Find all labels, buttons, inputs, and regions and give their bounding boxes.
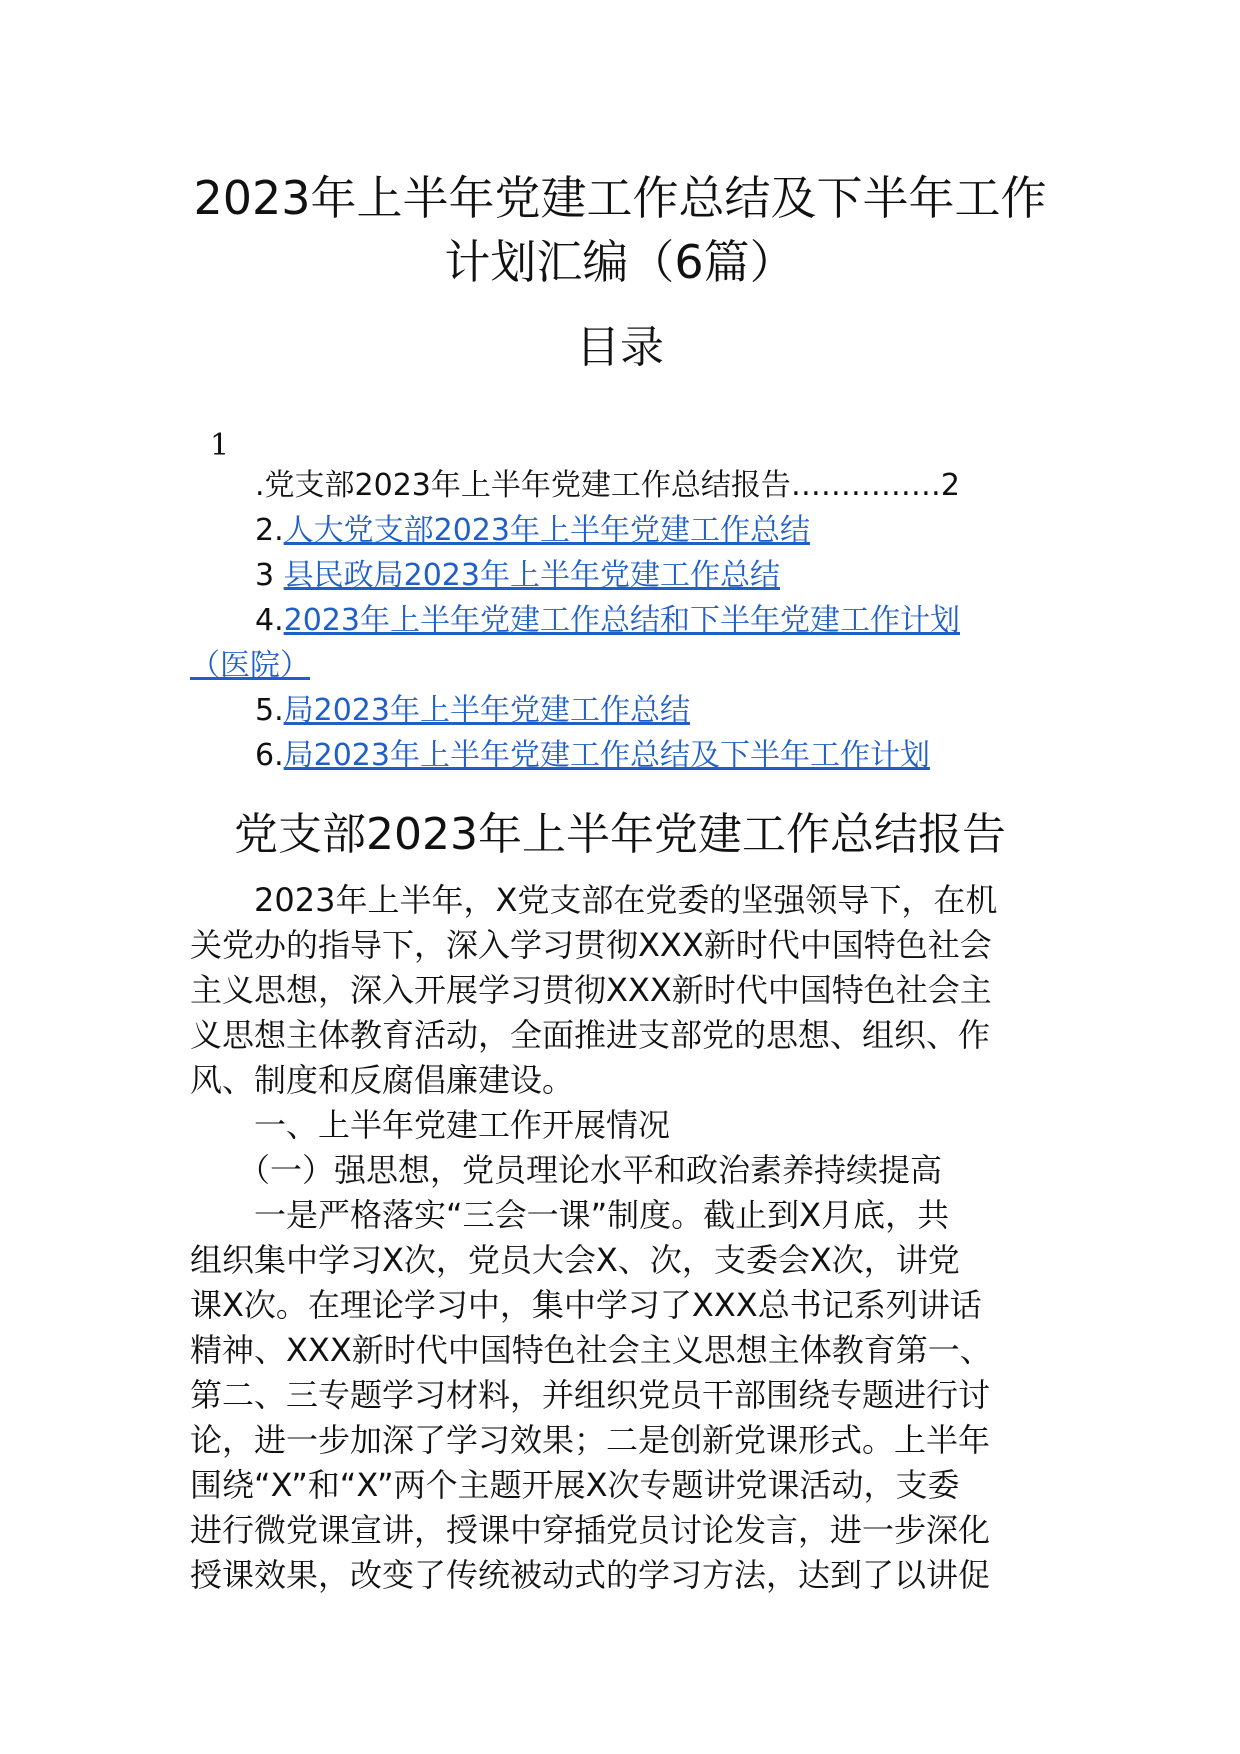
toc-item-5-link[interactable]: 局2023年上半年党建工作总结: [283, 693, 690, 728]
toc-item-3-link[interactable]: 县民政局2023年上半年党建工作总结: [283, 558, 780, 593]
body-line: 一是严格落实“三会一课”制度。截止到X月底，共: [190, 1196, 950, 1234]
toc-item-4-num: 4.: [255, 603, 284, 638]
toc-item-3: [190, 553, 1060, 598]
toc-item-1-num: .: [255, 468, 265, 503]
document-title-line-2: 计划汇编（6篇）: [444, 235, 796, 289]
body-line: 围绕“X”和“X”两个主题开展X次专题讲党课活动，支委: [190, 1466, 960, 1504]
body-line: 精神、XXX新时代中国特色社会主义思想主体教育第一、: [190, 1331, 992, 1369]
body-line: 组织集中学习X次，党员大会X、次，支委会X次，讲党: [190, 1241, 960, 1279]
section-title: 党支部2023年上半年党建工作总结报告: [234, 809, 1006, 860]
body-text: [190, 878, 1060, 1598]
body-line: 授课效果，改变了传统被动式的学习方法，达到了以讲促: [190, 1556, 991, 1594]
toc-item-6-num: 6.: [255, 738, 284, 773]
toc-item-1: [190, 463, 1060, 508]
body-line: 进行微党课宣讲，授课中穿插党员讨论发言，进一步深化: [190, 1511, 991, 1549]
toc-item-1-text: 党支部2023年上半年党建工作总结报告……………2: [264, 468, 960, 503]
body-line: 义思想主体教育活动，全面推进支部党的思想、组织、作: [190, 1016, 991, 1054]
body-line: 2023年上半年，X党支部在党委的坚强领导下，在机: [190, 881, 998, 919]
toc-item-4: [190, 598, 1060, 643]
toc-item-3-num: 3: [255, 558, 284, 593]
toc-first-number: 1: [210, 428, 230, 463]
toc-item-4-link-continued[interactable]: （医院）: [190, 648, 310, 683]
body-line: 第二、三专题学习材料，并组织党员干部围绕专题进行讨: [190, 1376, 991, 1414]
toc-item-6-link[interactable]: 局2023年上半年党建工作总结及下半年工作计划: [283, 738, 930, 773]
toc-item-2: [190, 508, 1060, 553]
body-line: 一、上半年党建工作开展情况: [190, 1106, 671, 1144]
toc-heading: 目录: [576, 322, 664, 373]
body-line: 关党办的指导下，深入学习贯彻XXX新时代中国特色社会: [190, 926, 992, 964]
body-line: 风、制度和反腐倡廉建设。: [190, 1061, 575, 1099]
body-line: （一）强思想，党员理论水平和政治素养持续提高: [190, 1151, 943, 1189]
toc-item-4-continued: [190, 643, 1060, 688]
body-line: 课X次。在理论学习中，集中学习了XXX总书记系列讲话: [190, 1286, 982, 1324]
toc-item-2-num: 2.: [255, 513, 284, 548]
document-title-line-1: 2023年上半年党建工作总结及下半年工作: [193, 171, 1047, 225]
body-line: 论，进一步加深了学习效果；二是创新党课形式。上半年: [190, 1421, 991, 1459]
toc-item-6: [190, 733, 1060, 778]
toc-item-5: [190, 688, 1060, 733]
toc-item-2-link[interactable]: 人大党支部2023年上半年党建工作总结: [283, 513, 810, 548]
toc-item-4-link[interactable]: 2023年上半年党建工作总结和下半年党建工作计划: [283, 603, 960, 638]
toc-item-5-num: 5.: [255, 693, 284, 728]
body-line: 主义思想，深入开展学习贯彻XXX新时代中国特色社会主: [190, 971, 992, 1009]
